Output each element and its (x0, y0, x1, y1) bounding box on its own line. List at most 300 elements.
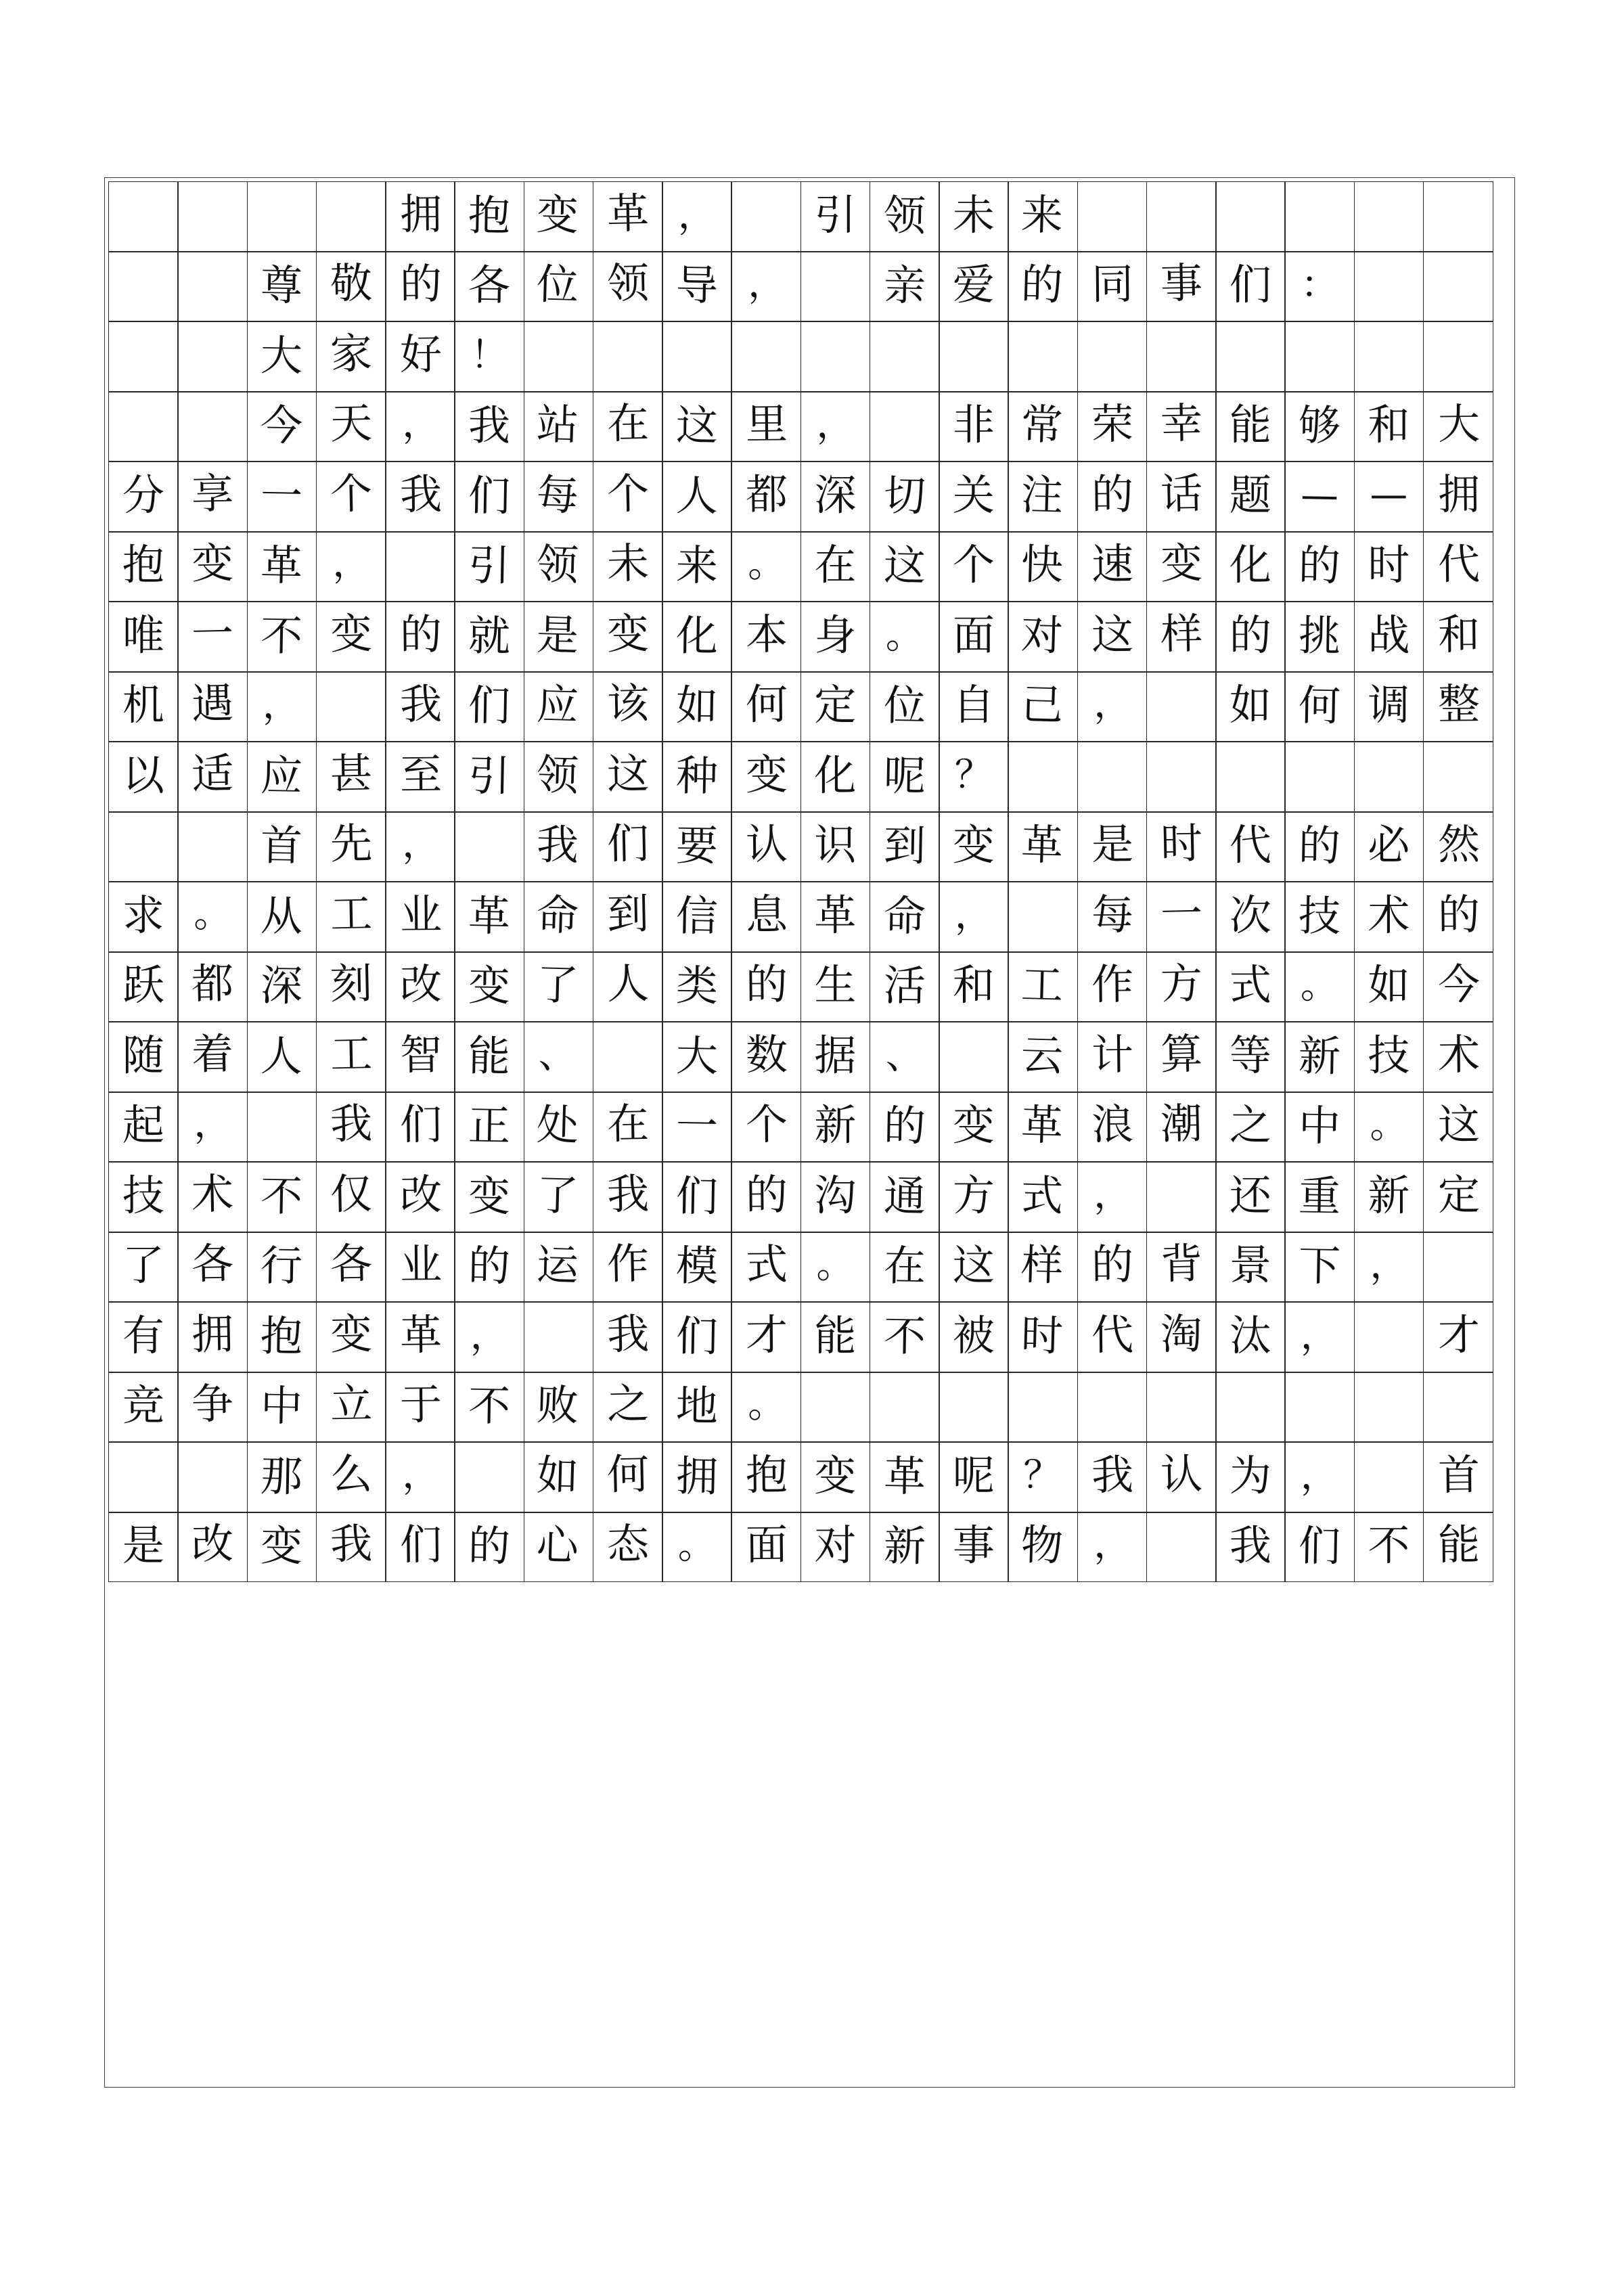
grid-cell-character (1284, 1442, 1355, 1512)
character-glyph: 事 (952, 1521, 995, 1571)
character-glyph: 立 (329, 1378, 373, 1429)
grid-cell-empty (593, 1022, 663, 1092)
character-glyph: 享 (191, 468, 234, 519)
grid-cell-character (731, 952, 801, 1022)
character-glyph: ， (193, 1101, 232, 1146)
grid-cell-empty (177, 392, 248, 462)
grid-cell-character (108, 1092, 179, 1163)
character-glyph: 家 (329, 328, 373, 379)
character-glyph: 到 (606, 888, 650, 939)
grid-row (108, 952, 1512, 1022)
character-glyph: 我 (329, 1518, 373, 1569)
character-glyph: 化 (675, 610, 719, 661)
grid-cell-character (662, 462, 732, 532)
character-glyph: 首 (260, 820, 304, 871)
grid-cell-empty (1354, 1442, 1424, 1512)
grid-cell-character (939, 1162, 1009, 1232)
character-glyph: 求 (122, 890, 164, 940)
grid-cell-empty (800, 321, 871, 392)
grid-cell-character (454, 1162, 524, 1232)
character-glyph: 通 (882, 1171, 926, 1221)
grid-cell-empty (108, 392, 179, 462)
character-glyph: 作 (606, 1238, 650, 1289)
character-glyph: 起 (122, 1100, 164, 1150)
character-glyph: 行 (260, 1240, 304, 1291)
character-glyph: 非 (952, 400, 995, 450)
grid-cell-character (1077, 602, 1148, 672)
character-glyph: 题 (1229, 470, 1271, 520)
grid-cell-empty (454, 1442, 524, 1512)
character-glyph: 都 (745, 469, 788, 520)
character-glyph: 个 (952, 540, 995, 590)
grid-cell-character (385, 602, 455, 672)
character-glyph: 拥 (399, 189, 443, 240)
grid-row (108, 812, 1512, 882)
character-glyph: 态 (606, 1518, 650, 1569)
character-glyph: 抱 (122, 540, 164, 590)
grid-cell-character (1146, 812, 1217, 882)
grid-cell-character (1077, 672, 1148, 742)
grid-cell-character (247, 321, 317, 392)
grid-cell-character (1077, 882, 1148, 952)
grid-row (108, 1232, 1512, 1303)
character-glyph: 变 (814, 1450, 857, 1500)
grid-cell-empty (1354, 742, 1424, 812)
character-glyph: 么 (329, 1449, 373, 1500)
grid-cell-character (1146, 532, 1217, 602)
grid-cell-empty (1215, 321, 1286, 392)
grid-cell-character (731, 1022, 801, 1092)
character-glyph: 拥 (1437, 469, 1481, 520)
grid-cell-character (1077, 1302, 1148, 1372)
grid-cell-character (177, 602, 248, 672)
grid-cell-character (1146, 252, 1217, 322)
grid-cell-character (1215, 1092, 1286, 1163)
grid-cell-character (1284, 1302, 1355, 1372)
character-glyph: 尊 (260, 260, 304, 311)
grid-cell-character (177, 1022, 248, 1092)
character-glyph: 唯 (122, 610, 164, 660)
character-glyph: 跃 (122, 960, 164, 1010)
grid-cell-character (385, 1302, 455, 1372)
character-glyph: 计 (1091, 1029, 1134, 1080)
character-glyph: 大 (1437, 399, 1481, 449)
grid-cell-character (1008, 392, 1078, 462)
character-glyph: 是 (536, 609, 580, 660)
character-glyph: 时 (1020, 1309, 1064, 1361)
character-glyph: 抱 (745, 1449, 788, 1500)
character-glyph: 每 (536, 469, 580, 520)
character-glyph: 未 (952, 189, 995, 240)
grid-cell-empty (1146, 1512, 1217, 1583)
grid-cell-empty (108, 181, 179, 252)
grid-cell-character (1423, 1512, 1493, 1583)
grid-cell-empty (177, 181, 248, 252)
grid-cell-character (731, 1092, 801, 1163)
grid-cell-character (1008, 462, 1078, 532)
grid-cell-character (939, 812, 1009, 882)
grid-cell-empty (1146, 672, 1217, 742)
grid-cell-character (108, 952, 179, 1022)
character-glyph: 这 (952, 1240, 995, 1290)
grid-cell-character (870, 1232, 940, 1303)
character-glyph: 我 (399, 679, 443, 729)
character-glyph: 算 (1159, 1029, 1203, 1079)
grid-cell-character (1284, 392, 1355, 462)
grid-cell-character (662, 602, 732, 672)
character-glyph: 领 (606, 258, 650, 309)
grid-cell-character (177, 1372, 248, 1443)
grid-cell-character (593, 462, 663, 532)
grid-cell-character (870, 672, 940, 742)
character-glyph: 仅 (329, 1169, 373, 1219)
character-glyph: 革 (1020, 1100, 1064, 1151)
grid-cell-character (1215, 1162, 1286, 1232)
character-glyph: 的 (468, 1521, 511, 1571)
grid-cell-empty (939, 321, 1009, 392)
grid-cell-character (593, 1442, 663, 1512)
grid-cell-character (731, 1442, 801, 1512)
character-glyph: ， (1370, 1243, 1408, 1288)
character-glyph: 们 (1229, 260, 1271, 310)
character-glyph: 了 (536, 1169, 580, 1221)
grid-cell-empty (1354, 1372, 1424, 1443)
character-glyph: 革 (399, 1309, 443, 1360)
character-glyph: ， (401, 1452, 441, 1498)
character-glyph: 的 (1091, 1239, 1134, 1290)
grid-cell-character (247, 672, 317, 742)
grid-cell-character (593, 1302, 663, 1372)
grid-cell-empty (524, 1302, 594, 1372)
character-glyph: 挑 (1298, 610, 1341, 661)
grid-cell-character (247, 1232, 317, 1303)
grid-row (108, 672, 1512, 742)
character-glyph: 中 (1298, 1100, 1341, 1151)
grid-cell-character (1423, 1162, 1493, 1232)
character-glyph: 式 (1020, 1169, 1064, 1221)
grid-cell-empty (316, 181, 386, 252)
grid-cell-character (247, 742, 317, 812)
grid-cell-character (316, 1022, 386, 1092)
grid-cell-character (1354, 1232, 1424, 1303)
character-glyph: 们 (675, 1171, 719, 1221)
grid-cell-character (1354, 392, 1424, 462)
character-glyph: 大 (675, 1031, 719, 1081)
grid-cell-character (939, 1442, 1009, 1512)
grid-cell-character (247, 252, 317, 322)
character-glyph: 敬 (329, 258, 373, 309)
grid-cell-character (870, 252, 940, 322)
grid-cell-character (316, 742, 386, 812)
grid-cell-character (524, 532, 594, 602)
grid-cell-character (870, 882, 940, 952)
character-glyph: 应 (260, 750, 304, 801)
grid-cell-character (1008, 602, 1078, 672)
grid-cell-empty (870, 321, 940, 392)
grid-cell-character (800, 672, 871, 742)
grid-cell-character (247, 1512, 317, 1583)
character-glyph: 至 (399, 749, 443, 800)
character-glyph: 都 (191, 958, 234, 1009)
grid-cell-character (593, 252, 663, 322)
grid-cell-character (593, 812, 663, 882)
character-glyph: ， (470, 1313, 509, 1359)
grid-cell-character (177, 1302, 248, 1372)
character-glyph: 切 (882, 470, 926, 521)
grid-cell-character (1284, 532, 1355, 602)
grid-cell-empty (1077, 321, 1148, 392)
grid-cell-empty (247, 181, 317, 252)
grid-cell-character (939, 952, 1009, 1022)
character-glyph: 改 (399, 959, 443, 1010)
character-glyph: — (1300, 473, 1339, 518)
character-glyph: 改 (399, 1169, 443, 1220)
grid-cell-empty (939, 1022, 1009, 1092)
grid-cell-character (800, 602, 871, 672)
character-glyph: 、 (538, 1032, 578, 1078)
character-glyph: ！ (470, 333, 509, 378)
grid-cell-character (1215, 952, 1286, 1022)
character-glyph: 识 (814, 820, 857, 870)
character-glyph: ， (401, 821, 441, 867)
character-glyph: 站 (536, 399, 580, 451)
grid-cell-character (177, 1232, 248, 1303)
character-glyph: 刻 (329, 958, 373, 1009)
character-glyph: 的 (399, 258, 443, 309)
grid-cell-character (454, 1022, 524, 1092)
character-glyph: 在 (882, 1240, 926, 1291)
character-glyph: 代 (1437, 539, 1481, 589)
character-glyph: 们 (468, 470, 511, 521)
character-glyph: 不 (1368, 1521, 1410, 1571)
grid-row (108, 1302, 1512, 1372)
character-glyph: 种 (675, 750, 719, 801)
grid-cell-empty (1008, 1372, 1078, 1443)
grid-cell-character (177, 532, 248, 602)
character-glyph: 这 (882, 540, 926, 591)
grid-cell-character (870, 532, 940, 602)
grid-cell-character (1146, 1442, 1217, 1512)
grid-cell-empty (1077, 742, 1148, 812)
grid-cell-character (454, 1232, 524, 1303)
character-glyph: 来 (675, 540, 719, 591)
character-glyph: 数 (745, 1029, 788, 1080)
grid-cell-character (1423, 532, 1493, 602)
grid-cell-character (108, 462, 179, 532)
character-glyph: 沟 (814, 1170, 857, 1220)
grid-cell-character (524, 1512, 594, 1583)
character-glyph: 荣 (1091, 399, 1134, 449)
grid-cell-character (1008, 672, 1078, 742)
character-glyph: 运 (536, 1240, 580, 1291)
grid-cell-character (939, 532, 1009, 602)
grid-cell-character (524, 672, 594, 742)
grid-cell-character (385, 1372, 455, 1443)
character-glyph: 这 (606, 748, 650, 799)
grid-cell-character (939, 462, 1009, 532)
character-glyph: 个 (329, 468, 373, 519)
grid-cell-empty (1215, 181, 1286, 252)
grid-cell-character (1146, 882, 1217, 952)
character-glyph: 各 (191, 1238, 234, 1289)
grid-cell-empty (1423, 742, 1493, 812)
character-glyph: 的 (468, 1240, 511, 1291)
character-glyph: 式 (745, 1239, 788, 1290)
character-glyph: 分 (122, 470, 164, 520)
grid-cell-character (108, 1372, 179, 1443)
grid-cell-character (1146, 952, 1217, 1022)
character-glyph: 先 (329, 818, 373, 869)
character-glyph: 的 (1298, 820, 1341, 871)
grid-cell-character (1354, 532, 1424, 602)
grid-cell-character (524, 602, 594, 672)
character-glyph: 同 (1091, 258, 1134, 309)
character-glyph: 变 (329, 608, 373, 659)
character-glyph: 。 (1300, 963, 1339, 1008)
character-glyph: 我 (468, 400, 511, 451)
grid-cell-character (1423, 602, 1493, 672)
character-glyph: 还 (1229, 1170, 1271, 1220)
grid-cell-character (870, 952, 940, 1022)
character-glyph: 何 (606, 1449, 650, 1500)
grid-cell-character (939, 742, 1009, 812)
character-glyph: 活 (882, 960, 926, 1011)
character-glyph: 能 (814, 1310, 857, 1360)
grid-cell-character (1077, 462, 1148, 532)
grid-cell-character (454, 181, 524, 252)
grid-cell-character (870, 812, 940, 882)
grid-cell-character (247, 1372, 317, 1443)
grid-cell-character (593, 742, 663, 812)
grid-cell-character (108, 672, 179, 742)
grid-cell-character (800, 181, 871, 252)
character-glyph: 如 (536, 1449, 580, 1501)
character-glyph: 物 (1020, 1520, 1064, 1571)
grid-cell-character (454, 1512, 524, 1583)
grid-cell-character (731, 1512, 801, 1583)
grid-cell-character (524, 742, 594, 812)
character-glyph: 首 (1437, 1449, 1481, 1500)
grid-cell-character (385, 392, 455, 462)
grid-cell-character (1423, 812, 1493, 882)
grid-cell-character (108, 1162, 179, 1232)
character-glyph: 领 (536, 749, 580, 801)
grid-cell-character (108, 882, 179, 952)
grid-cell-character (316, 1442, 386, 1512)
character-glyph: 们 (468, 680, 511, 731)
character-glyph: ， (1093, 1172, 1132, 1217)
grid-cell-character (662, 1302, 732, 1372)
character-glyph: 面 (745, 1519, 788, 1570)
character-glyph: 拥 (675, 1451, 719, 1502)
grid-cell-empty (1284, 1372, 1355, 1443)
character-glyph: 技 (1298, 891, 1341, 941)
grid-cell-character (524, 882, 594, 952)
grid-cell-character (662, 742, 732, 812)
character-glyph: 的 (399, 609, 443, 660)
grid-cell-character (385, 952, 455, 1022)
grid-cell-character (662, 252, 732, 322)
grid-cell-character (454, 742, 524, 812)
grid-cell-character (593, 1512, 663, 1583)
grid-cell-character (593, 181, 663, 252)
character-glyph: 我 (606, 1169, 650, 1219)
grid-cell-character (1354, 1022, 1424, 1092)
character-glyph: 技 (1368, 1030, 1410, 1080)
character-glyph: 技 (122, 1170, 164, 1220)
grid-cell-character (1077, 1232, 1148, 1303)
grid-cell-character (593, 1162, 663, 1232)
grid-cell-character (385, 321, 455, 392)
grid-cell-character (731, 602, 801, 672)
grid-cell-empty (108, 812, 179, 882)
character-glyph: 争 (191, 1378, 234, 1429)
grid-cell-character (1354, 812, 1424, 882)
grid-cell-character (1215, 1442, 1286, 1512)
grid-cell-character (1215, 532, 1286, 602)
grid-cell-character (316, 392, 386, 462)
grid-cell-character (247, 602, 317, 672)
character-glyph: 革 (1020, 819, 1064, 871)
grid-cell-character (177, 1092, 248, 1163)
character-glyph: 各 (468, 260, 511, 311)
grid-cell-character (1423, 392, 1493, 462)
grid-row (108, 532, 1512, 602)
character-glyph: 和 (1368, 400, 1410, 450)
grid-cell-character (1215, 392, 1286, 462)
grid-cell-character (939, 602, 1009, 672)
character-glyph: 潮 (1159, 1098, 1203, 1149)
character-glyph: 处 (536, 1100, 580, 1151)
character-glyph: 快 (1020, 539, 1064, 591)
character-glyph: 智 (399, 1029, 443, 1080)
grid-cell-character (870, 1022, 940, 1092)
grid-cell-character (1284, 1232, 1355, 1303)
character-glyph: 革 (606, 188, 650, 239)
grid-cell-character (1284, 952, 1355, 1022)
character-glyph: 该 (606, 678, 650, 729)
grid-cell-character (870, 462, 940, 532)
grid-cell-character (1284, 882, 1355, 952)
character-glyph: 命 (536, 889, 580, 941)
grid-cell-character (800, 462, 871, 532)
character-glyph: 。 (885, 613, 924, 658)
grid-cell-character (385, 252, 455, 322)
grid-cell-character (247, 882, 317, 952)
grid-cell-character (870, 181, 940, 252)
grid-cell-empty (1354, 321, 1424, 392)
grid-cell-empty (1146, 1162, 1217, 1232)
character-glyph: 注 (1020, 469, 1064, 520)
character-glyph: 之 (1229, 1100, 1271, 1150)
grid-cell-empty (316, 672, 386, 742)
character-glyph: 景 (1229, 1240, 1271, 1290)
grid-cell-empty (1354, 252, 1424, 322)
character-glyph: 变 (260, 1521, 304, 1571)
grid-cell-character (524, 462, 594, 532)
character-glyph: 何 (745, 679, 788, 729)
character-glyph: ， (1300, 1313, 1339, 1359)
character-glyph: 据 (814, 1030, 857, 1080)
character-glyph: 变 (191, 538, 234, 589)
grid-cell-character (177, 672, 248, 742)
grid-cell-character (524, 392, 594, 462)
grid-cell-character (524, 252, 594, 322)
grid-cell-character (870, 1512, 940, 1583)
character-glyph: 正 (468, 1100, 511, 1151)
character-glyph: 必 (1368, 820, 1410, 870)
grid-cell-character (593, 602, 663, 672)
